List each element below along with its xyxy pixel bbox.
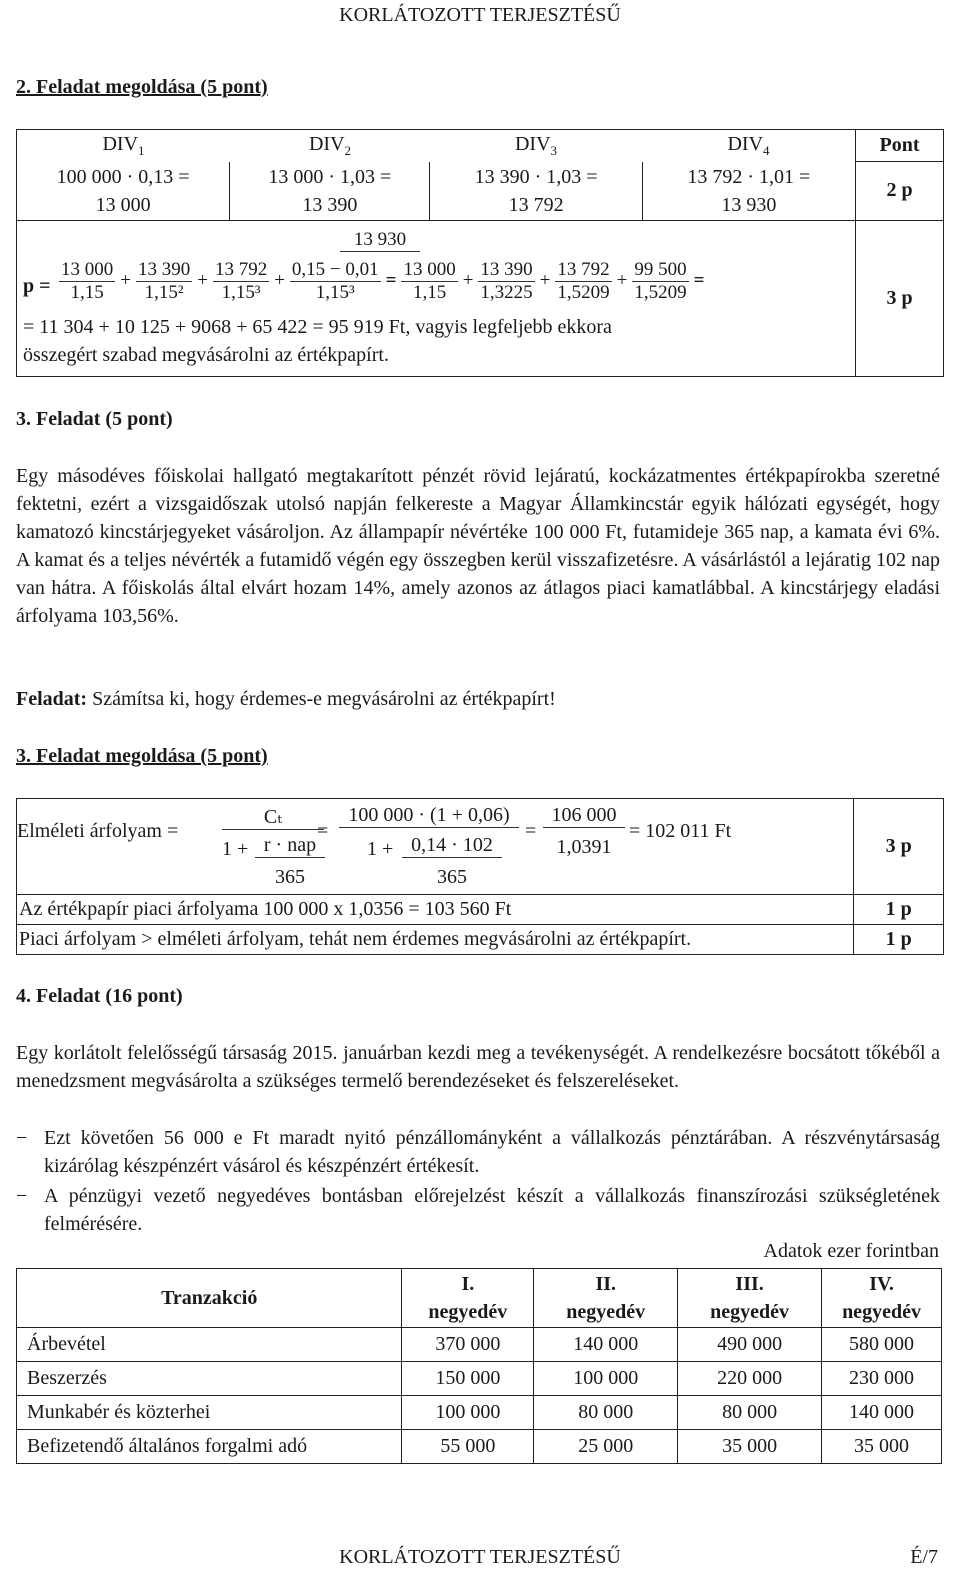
cell: 140 000: [534, 1328, 678, 1362]
fraction-6: $\frac{13 390}{1,3225}$: [480, 258, 533, 303]
row-label: Beszerzés: [17, 1362, 402, 1396]
cell: 230 000: [822, 1362, 942, 1396]
col-header-q3: III. negyedév: [678, 1269, 822, 1328]
cell: 140 000: [822, 1396, 942, 1430]
task2-solution-table: [16, 129, 944, 377]
table-row: [17, 1362, 942, 1396]
points-cell-4: 1 p: [854, 895, 944, 925]
points-cell-3: 3 p: [854, 799, 944, 895]
div4-cell: 13 792 · 1,01 = 13 930: [642, 162, 855, 221]
cell: 100 000: [534, 1362, 678, 1396]
cell: 80 000: [534, 1396, 678, 1430]
cell: 580 000: [822, 1328, 942, 1362]
cell: 80 000: [678, 1396, 822, 1430]
task3-paragraph: Egy másodéves főiskolai hallgató megtakarított pénzét rövid lejáratú, kockázatmentes értékpapírokba szeretné fektetni, ezért a vizsgaidőszak utolsó napján felkereste a Magyar Államkincstár egyik hálózati egységét, hogy kamatozó kincstárjegyeket vásároljon. Az állampapír névértéke 100 000 Ft, futamideje 365 nap, a kamata évi 6%. A kamat és a teljes névérték a futamidő végén egy összegben kerül visszafizetésre. A vásárlástól a lejáratig 102 nap van hátra. A főiskolás által elvárt hozam 14%, amely azonos az átlagos piaci kamatlábbal. A kincstárjegy eladási árfolyama 103,56%.: [16, 465, 940, 627]
row-label: Árbevétel: [17, 1328, 402, 1362]
task4-bullet-1: − Ezt követően 56 000 e Ft maradt nyitó pénzállományként a vállalkozás pénztárában. A részvénytársaság kizárólag készpénzért vásárol és készpénzért értékesít.: [16, 1127, 940, 1177]
div2-cell: 13 000 · 1,03 = 13 390: [230, 162, 430, 221]
theoretical-price-cell: [17, 799, 854, 895]
task3-instruction: Feladat: Számítsa ki, hogy érdemes-e megvásárolni az értékpapírt!: [16, 688, 556, 710]
task2-solution-title: 2. Feladat megoldása (5 pont): [16, 76, 268, 98]
formula-cell: [17, 220, 856, 376]
cell: 100 000: [402, 1396, 534, 1430]
page-header: KORLÁTOZOTT TERJESZTÉSŰ: [339, 4, 621, 26]
equals-1: =: [317, 819, 329, 842]
div3-header: $DIV_3$: [514, 132, 558, 158]
cell: 55 000: [402, 1430, 534, 1464]
f1-numerator: Cₜ: [222, 804, 324, 830]
fraction-8: $\frac{99 500}{1,5209}$: [634, 258, 687, 303]
points-cell-2: 3 p: [856, 220, 944, 376]
task4-bullet-2: − A pénzügyi vezető negyedéves bontásban előrejelzést készít a vállalkozás finanszírozási szükségletének felmérésére.: [16, 1185, 940, 1235]
cell: 25 000: [534, 1430, 678, 1464]
fraction-7: $\frac{13 792}{1,5209}$: [557, 258, 610, 303]
div1-header: $DIV_1$: [102, 132, 145, 158]
cell: 490 000: [678, 1328, 822, 1362]
div4-header: $DIV_4$: [727, 132, 770, 158]
f3-denominator: 1,0391: [556, 835, 612, 858]
equals-2: =: [525, 819, 537, 842]
task3-solution-title: 3. Feladat megoldása (5 pont): [16, 745, 268, 767]
task4-paragraph: Egy korlátolt felelősségű társaság 2015. januárban kezdi meg a tevékenységét. A rendelkezésre bocsátott tőkéből a menedzsment megvásárolta a szükséges termelő berendezéseket és felszereléseket.: [16, 1042, 940, 1092]
formula-line: $\frac{13 000}{1,15}$ + $\frac{13 390}{\text{1,15²}}$ + $\frac{13 792}{\text{1,15³}}$ + $\frac{0,15 - 0,01}{\text{1,15³}}$ = $\frac{13 000}{1,15}$ + $\frac{13 390}{1,3225}$ + $\frac{13 792}{1,5209}$ + $\frac{99 500}{1,5209}$ =: [61, 258, 705, 303]
fraction-1: $\frac{13 000}{1,15}$: [61, 258, 114, 303]
unit-note: Adatok ezer forintban: [763, 1240, 939, 1262]
row-label: Befizetendő általános forgalmi adó: [17, 1430, 402, 1464]
div3-cell: 13 390 · 1,03 = 13 792: [430, 162, 642, 221]
f3-numerator: 106 000: [543, 804, 625, 828]
page-number: É/7: [910, 1546, 938, 1568]
points-cell-5: 1 p: [854, 925, 944, 955]
table-row: [17, 1328, 942, 1362]
table-row: [17, 1430, 942, 1464]
col-header-q1: I. negyedév: [402, 1269, 534, 1328]
task4-title: 4. Feladat (16 pont): [16, 985, 183, 1007]
conclusion-row: Piaci árfolyam > elméleti árfolyam, tehát nem érdemes megvásárolni az értékpapírt.: [17, 925, 854, 955]
fraction-2: $\frac{13 390}{\text{1,15²}}$: [137, 258, 191, 303]
p-label: p =: [23, 274, 51, 297]
formula-top-extra: 13 930: [340, 229, 420, 252]
f2-den-bot: 365: [437, 865, 467, 888]
table-row: [17, 1396, 942, 1430]
points-header: Pont: [856, 130, 944, 162]
market-price-row: Az értékpapír piaci árfolyama 100 000 x 1,0356 = 103 560 Ft: [17, 895, 854, 925]
div-header-row: [17, 130, 856, 162]
page-footer: KORLÁTOZOTT TERJESZTÉSŰ: [339, 1546, 621, 1568]
points-cell-1: 2 p: [856, 162, 944, 221]
f2-numerator: 100 000 · (1 + 0,06): [339, 804, 519, 828]
div1-cell: 100 000 · 0,13 = 13 000: [17, 162, 230, 221]
f1-den-bot: 365: [275, 865, 305, 888]
row-label: Munkabér és közterhei: [17, 1396, 402, 1430]
task3-title: 3. Feladat (5 pont): [16, 408, 173, 430]
div2-header: $DIV_2$: [308, 132, 352, 158]
fraction-5: $\frac{13 000}{1,15}$: [403, 258, 456, 303]
fraction-4: $\frac{0,15 - 0,01}{\text{1,15³}}$: [291, 258, 379, 303]
theoretical-price-result: = 102 011 Ft: [629, 819, 732, 842]
cell: 370 000: [402, 1328, 534, 1362]
cell: 220 000: [678, 1362, 822, 1396]
task3-solution-table: [16, 798, 944, 955]
cell: 35 000: [822, 1430, 942, 1464]
transactions-table: [16, 1268, 942, 1464]
formula-result: = 11 304 + 10 125 + 9068 + 65 422 = 95 919 Ft, vagyis legfeljebb ekkora összegért szabad megvásárolni az értékpapírt.: [23, 315, 612, 366]
f1-den-top: r · nap: [255, 834, 325, 858]
f2-den-top: 0,14 · 102: [402, 834, 502, 858]
cell: 35 000: [678, 1430, 822, 1464]
f2-one-plus: 1 +: [367, 837, 394, 860]
f1-one-plus: 1 +: [222, 837, 249, 860]
col-header-tranzakcio: Tranzakció: [17, 1269, 402, 1328]
cell: 150 000: [402, 1362, 534, 1396]
col-header-q2: II. negyedév: [534, 1269, 678, 1328]
col-header-q4: IV. negyedév: [822, 1269, 942, 1328]
fraction-3: $\frac{13 792}{\text{1,15³}}$: [214, 258, 268, 303]
theoretical-price-label: Elméleti árfolyam =: [17, 819, 179, 842]
